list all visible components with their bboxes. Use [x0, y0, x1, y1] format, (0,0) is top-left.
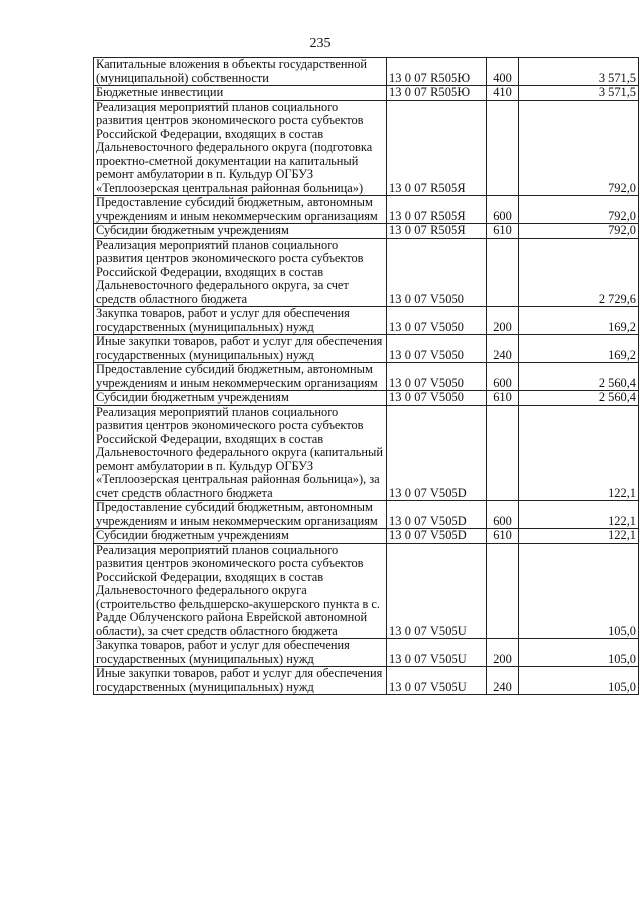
- row-vr: [487, 405, 519, 501]
- row-code: 13 0 07 R505Ю: [387, 86, 487, 101]
- row-vr: [487, 100, 519, 196]
- row-name: Субсидии бюджетным учреждениям: [94, 391, 387, 406]
- row-name: Капитальные вложения в объекты государственной (муниципальной) собственности: [94, 58, 387, 86]
- row-code: 13 0 07 R505Я: [387, 100, 487, 196]
- row-vr: 600: [487, 363, 519, 391]
- row-name: Закупка товаров, работ и услуг для обеспечения государственных (муниципальных) нужд: [94, 307, 387, 335]
- table-row: [94, 639, 639, 667]
- row-code: 13 0 07 V505U: [387, 667, 487, 695]
- row-sum: 2 560,4: [519, 363, 639, 391]
- row-code: 13 0 07 V505U: [387, 543, 487, 639]
- row-name: Реализация мероприятий планов социального развития центров экономического роста субъектов Российской Федерации, входящих в состав Дальневосточного федерального округа, за счет средств областного бюджета: [94, 238, 387, 307]
- row-sum: 3 571,5: [519, 86, 639, 101]
- row-sum: 105,0: [519, 667, 639, 695]
- row-vr: 410: [487, 86, 519, 101]
- row-sum: 792,0: [519, 100, 639, 196]
- table-row: [94, 224, 639, 239]
- row-code: 13 0 07 V505D: [387, 405, 487, 501]
- row-code: 13 0 07 R505Ю: [387, 58, 487, 86]
- row-sum: 792,0: [519, 196, 639, 224]
- table-row: [94, 405, 639, 501]
- row-code: 13 0 07 V5050: [387, 238, 487, 307]
- budget-table: [93, 57, 639, 695]
- row-name: Субсидии бюджетным учреждениям: [94, 224, 387, 239]
- row-vr: 610: [487, 529, 519, 544]
- row-sum: 2 560,4: [519, 391, 639, 406]
- row-code: 13 0 07 R505Я: [387, 224, 487, 239]
- table-row: [94, 363, 639, 391]
- row-code: 13 0 07 V5050: [387, 391, 487, 406]
- row-vr: 600: [487, 196, 519, 224]
- table-row: [94, 667, 639, 695]
- table-row: [94, 58, 639, 86]
- row-sum: 105,0: [519, 543, 639, 639]
- row-code: 13 0 07 V5050: [387, 335, 487, 363]
- budget-table-body: [94, 58, 639, 695]
- row-name: Субсидии бюджетным учреждениям: [94, 529, 387, 544]
- row-vr: [487, 543, 519, 639]
- row-sum: 2 729,6: [519, 238, 639, 307]
- row-vr: 400: [487, 58, 519, 86]
- row-code: 13 0 07 R505Я: [387, 196, 487, 224]
- table-row: [94, 501, 639, 529]
- row-name: Реализация мероприятий планов социального развития центров экономического роста субъектов Российской Федерации, входящих в состав Дальневосточного федерального округа (строительство фельдшерско-акушерского пункта в с. Радде Облученского района Еврейской автономной области), за счет средств областного бюджета: [94, 543, 387, 639]
- row-sum: 122,1: [519, 501, 639, 529]
- row-sum: 3 571,5: [519, 58, 639, 86]
- row-vr: 200: [487, 639, 519, 667]
- row-vr: 200: [487, 307, 519, 335]
- table-row: [94, 391, 639, 406]
- row-sum: 122,1: [519, 405, 639, 501]
- row-code: 13 0 07 V5050: [387, 307, 487, 335]
- table-row: [94, 86, 639, 101]
- table-row: [94, 238, 639, 307]
- table-row: [94, 529, 639, 544]
- table-row: [94, 335, 639, 363]
- row-sum: 169,2: [519, 335, 639, 363]
- row-vr: 610: [487, 224, 519, 239]
- row-name: Закупка товаров, работ и услуг для обеспечения государственных (муниципальных) нужд: [94, 639, 387, 667]
- row-sum: 122,1: [519, 529, 639, 544]
- table-row: [94, 307, 639, 335]
- row-sum: 105,0: [519, 639, 639, 667]
- row-sum: 169,2: [519, 307, 639, 335]
- row-vr: 610: [487, 391, 519, 406]
- row-vr: 240: [487, 335, 519, 363]
- row-vr: 600: [487, 501, 519, 529]
- row-code: 13 0 07 V505D: [387, 529, 487, 544]
- row-name: Реализация мероприятий планов социального развития центров экономического роста субъектов Российской Федерации, входящих в состав Дальневосточного федерального округа (подготовка проектно-сметной документации на капитальный ремонт амбулатории в п. Кульдур ОГБУЗ «Теплоозерская центральная районная больница»): [94, 100, 387, 196]
- row-vr: [487, 238, 519, 307]
- row-name: Бюджетные инвестиции: [94, 86, 387, 101]
- row-name: Предоставление субсидий бюджетным, автономным учреждениям и иным некоммерческим организациям: [94, 363, 387, 391]
- table-row: [94, 196, 639, 224]
- row-name: Реализация мероприятий планов социального развития центров экономического роста субъектов Российской Федерации, входящих в состав Дальневосточного федерального округа (капитальный ремонт амбулатории в п. Кульдур ОГБУЗ «Теплоозерская центральная районная больница»), за счет средств областного бюджета: [94, 405, 387, 501]
- row-name: Предоставление субсидий бюджетным, автономным учреждениям и иным некоммерческим организациям: [94, 501, 387, 529]
- page-number: 235: [309, 36, 331, 51]
- row-code: 13 0 07 V505D: [387, 501, 487, 529]
- row-sum: 792,0: [519, 224, 639, 239]
- row-code: 13 0 07 V5050: [387, 363, 487, 391]
- table-row: [94, 100, 639, 196]
- row-name: Иные закупки товаров, работ и услуг для обеспечения государственных (муниципальных) нужд: [94, 667, 387, 695]
- row-name: Предоставление субсидий бюджетным, автономным учреждениям и иным некоммерческим организациям: [94, 196, 387, 224]
- row-code: 13 0 07 V505U: [387, 639, 487, 667]
- row-name: Иные закупки товаров, работ и услуг для обеспечения государственных (муниципальных) нужд: [94, 335, 387, 363]
- table-row: [94, 543, 639, 639]
- row-vr: 240: [487, 667, 519, 695]
